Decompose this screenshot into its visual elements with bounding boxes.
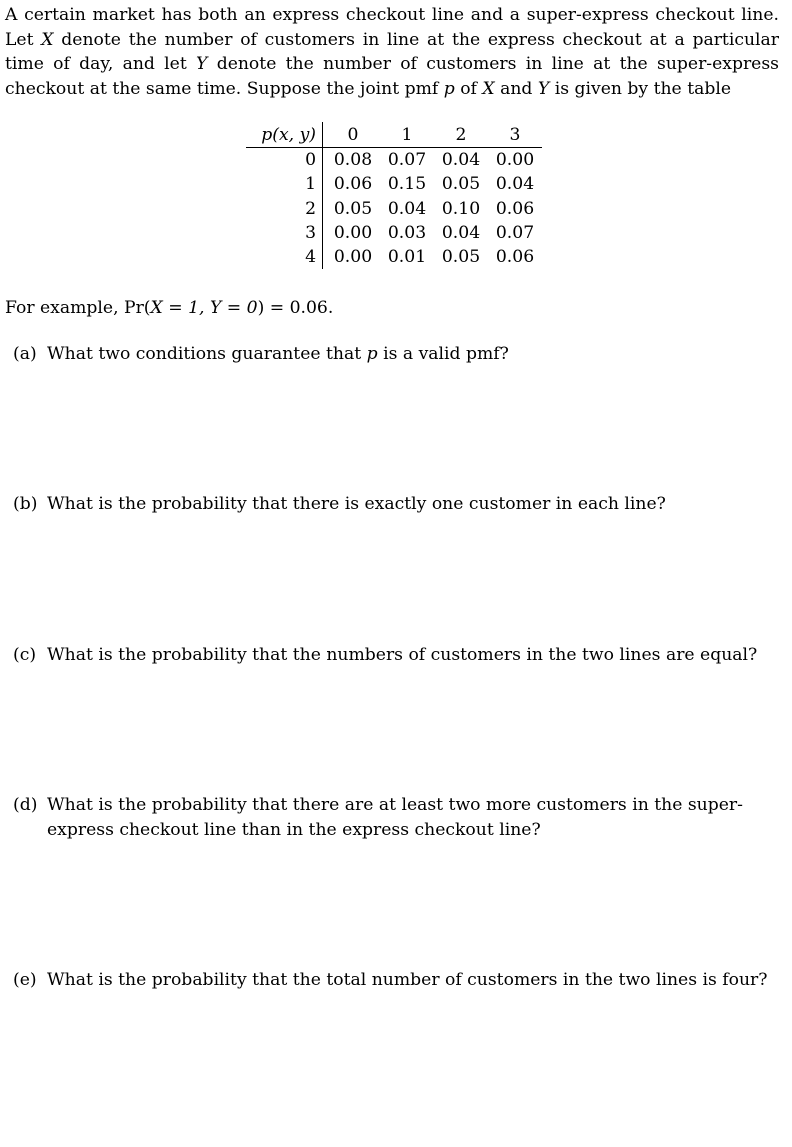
question-text: What is the probability that the numbers of customers in the two lines are equal? <box>47 645 758 665</box>
table-cell: 0.06 <box>495 198 535 219</box>
intro-text-2: denote the number of customers in line at the express checkout at a particular time of day, and let <box>5 29 779 74</box>
joint-pmf-table <box>246 122 542 269</box>
question-text: What is the probability that there is exactly one customer in each line? <box>47 494 666 514</box>
table-cell: 0.01 <box>387 247 427 268</box>
table-cell: 0.04 <box>441 223 481 244</box>
question-a <box>13 342 781 367</box>
intro-text-4: of <box>454 78 483 99</box>
question-label: (b) <box>13 494 38 514</box>
row-header: 4 <box>246 245 323 269</box>
table-row <box>246 148 542 173</box>
question-label: (d) <box>13 795 38 815</box>
question-label: (a) <box>13 344 37 364</box>
var-p: p <box>443 78 455 99</box>
table-cell: 0.00 <box>333 247 373 268</box>
table-cell: 0.07 <box>387 150 427 171</box>
table-cell: 0.00 <box>495 150 535 171</box>
intro-text-1: A certain market has both an express checkout line and a super-express checkout line. Let <box>5 5 779 50</box>
table-cell: 0.05 <box>441 247 481 268</box>
var-x: X <box>41 29 54 50</box>
column-header: 1 <box>380 122 434 148</box>
example-text-after: ) = 0.06. <box>257 298 334 318</box>
intro-text-5: and <box>494 78 538 99</box>
column-header: 3 <box>488 122 542 148</box>
var-y: Y <box>196 54 208 74</box>
table-cell: 0.04 <box>441 150 481 171</box>
table-cell: 0.05 <box>441 174 481 195</box>
table-header-row <box>246 122 542 148</box>
table-cell: 0.08 <box>333 150 373 171</box>
table-cell: 0.06 <box>333 174 373 195</box>
question-e <box>13 968 781 993</box>
table-row <box>246 172 542 196</box>
row-header: 2 <box>246 197 323 221</box>
example-expression: X = 1, Y = 0 <box>150 298 258 318</box>
question-label: (e) <box>13 970 37 990</box>
table-cell: 0.03 <box>387 223 427 244</box>
table-row <box>246 245 542 269</box>
table-cell: 0.04 <box>387 198 427 219</box>
problem-intro <box>5 3 779 101</box>
table-row <box>246 197 542 221</box>
row-header: 1 <box>246 172 323 196</box>
example-sentence <box>5 296 333 320</box>
table-cell: 0.07 <box>495 223 535 244</box>
row-header: 0 <box>246 148 323 173</box>
question-text: What is the probability that there are at least two more customers in the super-express checkout line than in the express checkout line? <box>47 795 743 840</box>
question-text: What two conditions guarantee that p is a valid pmf? <box>47 344 509 364</box>
var-y-2: Y <box>537 78 550 99</box>
question-text: What is the probability that the total number of customers in the two lines is four? <box>47 970 768 990</box>
table-cell: 0.15 <box>387 174 427 195</box>
table-cell: 0.10 <box>441 198 481 219</box>
question-c <box>13 643 781 668</box>
intro-text-3: denote the number of customers in line at the super-express checkout at the same time. Suppose the joint pmf <box>5 54 779 99</box>
row-header: 3 <box>246 221 323 245</box>
column-header: 2 <box>434 122 488 148</box>
question-d <box>13 793 781 842</box>
intro-text-6: is given by the table <box>549 78 732 99</box>
table-cell: 0.06 <box>495 247 535 268</box>
table-corner-label: p(x, y) <box>246 122 323 148</box>
table-row <box>246 221 542 245</box>
table-cell: 0.05 <box>333 198 373 219</box>
var-x-2: X <box>482 78 495 99</box>
question-label: (c) <box>13 645 37 665</box>
example-text-before: For example, Pr( <box>5 298 151 318</box>
table-cell: 0.00 <box>333 223 373 244</box>
question-b <box>13 492 781 517</box>
column-header: 0 <box>323 122 381 148</box>
table-cell: 0.04 <box>495 174 535 195</box>
